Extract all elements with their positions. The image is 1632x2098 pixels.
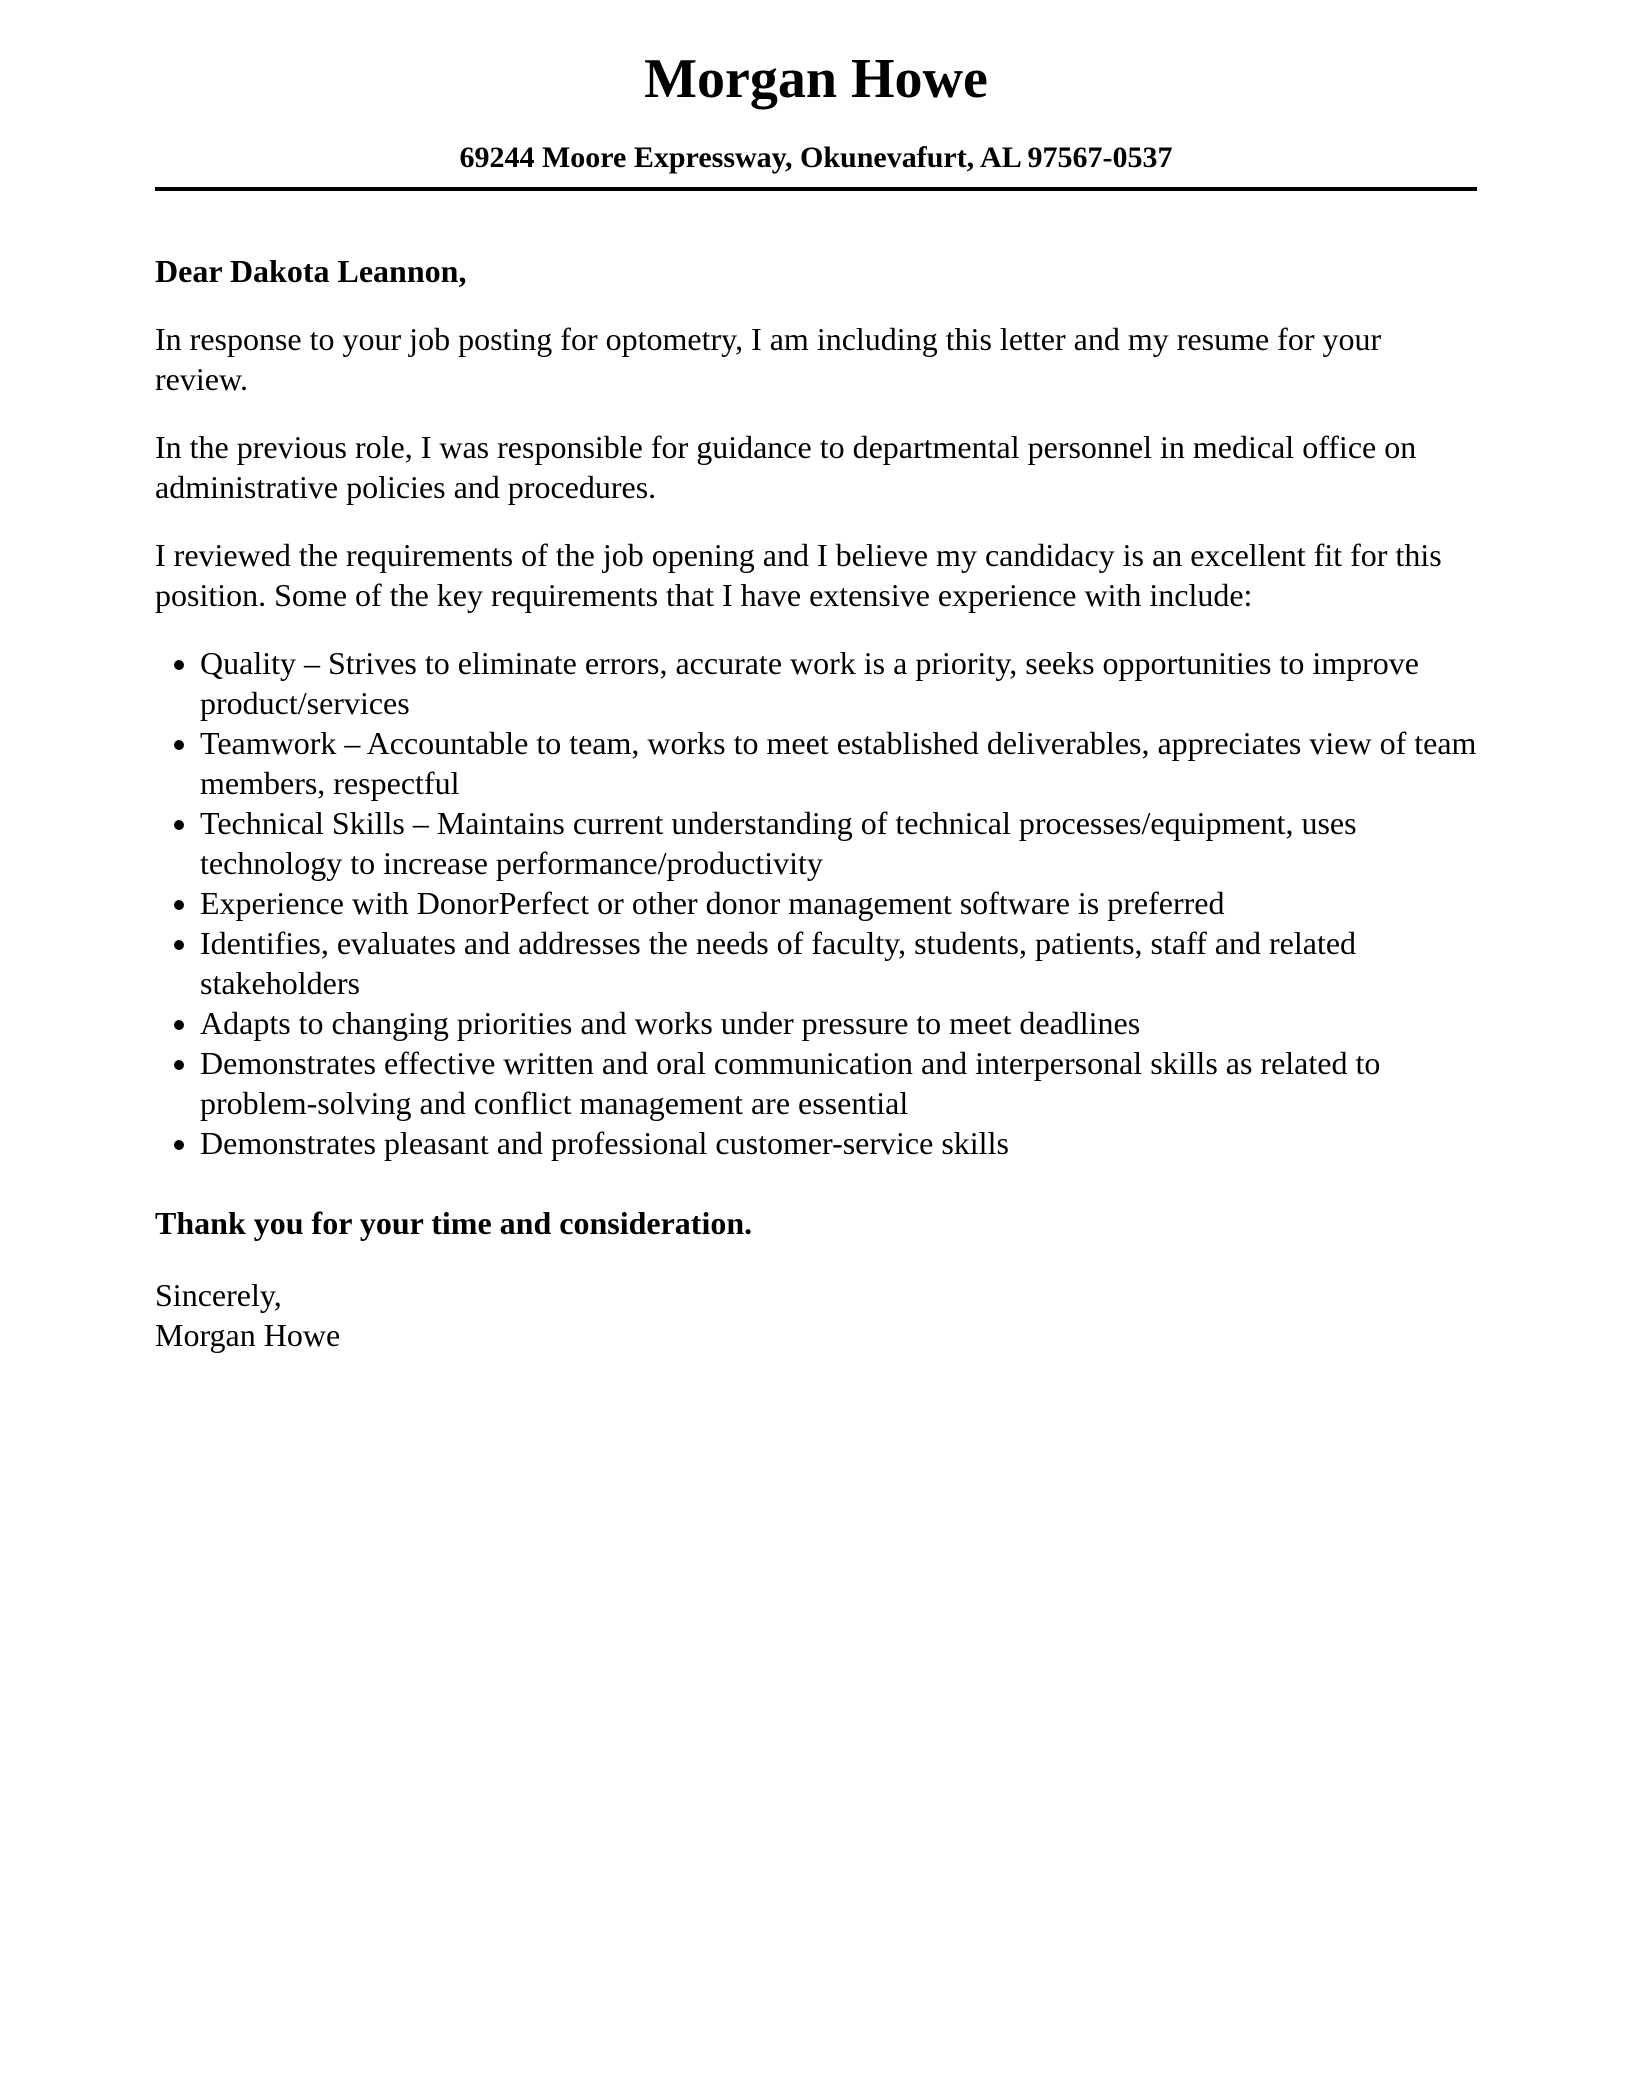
letter-header <box>155 46 1477 191</box>
requirement-item: • Quality – Strives to eliminate errors, accurate work is a priority, seeks opportunities to improve product/services <box>200 643 1477 723</box>
requirement-item: • Adapts to changing priorities and works under pressure to meet deadlines <box>200 1003 1477 1043</box>
paragraph-intro: In response to your job posting for optometry, I am including this letter and my resume for your review. <box>155 321 1382 398</box>
sender-address: 69244 Moore Expressway, Okunevafurt, AL 97567-0537 <box>459 141 1173 175</box>
requirement-item: • Demonstrates pleasant and professional customer-service skills <box>200 1123 1477 1163</box>
header-divider <box>155 187 1477 191</box>
requirement-item: • Technical Skills – Maintains current understanding of technical processes/equipment, uses technology to increase performance/productivity <box>200 803 1477 883</box>
requirement-item: • Experience with DonorPerfect or other donor management software is preferred <box>200 883 1477 923</box>
sender-name: Morgan Howe <box>644 48 988 110</box>
signature-name: Morgan Howe <box>155 1317 341 1354</box>
requirement-item: • Demonstrates effective written and oral communication and interpersonal skills as related to problem-solving and conflict management are essential <box>200 1043 1477 1123</box>
requirement-item: • Teamwork – Accountable to team, works to meet established deliverables, appreciates view of team members, respectful <box>200 723 1477 803</box>
requirements-list <box>155 643 1477 1163</box>
paragraph-requirements-lead: I reviewed the requirements of the job opening and I believe my candidacy is an excellent fit for this position. Some of the key requirements that I have extensive experience with include: <box>155 537 1442 614</box>
requirement-item: • Identifies, evaluates and addresses the needs of faculty, students, patients, staff and related stakeholders <box>200 923 1477 1003</box>
closing-thanks: Thank you for your time and consideration. <box>155 1205 753 1242</box>
closing-salutation: Sincerely, <box>155 1277 282 1314</box>
salutation: Dear Dakota Leannon, <box>155 253 467 290</box>
paragraph-previous-role: In the previous role, I was responsible for guidance to departmental personnel in medical office on administrative policies and procedures. <box>155 429 1417 506</box>
